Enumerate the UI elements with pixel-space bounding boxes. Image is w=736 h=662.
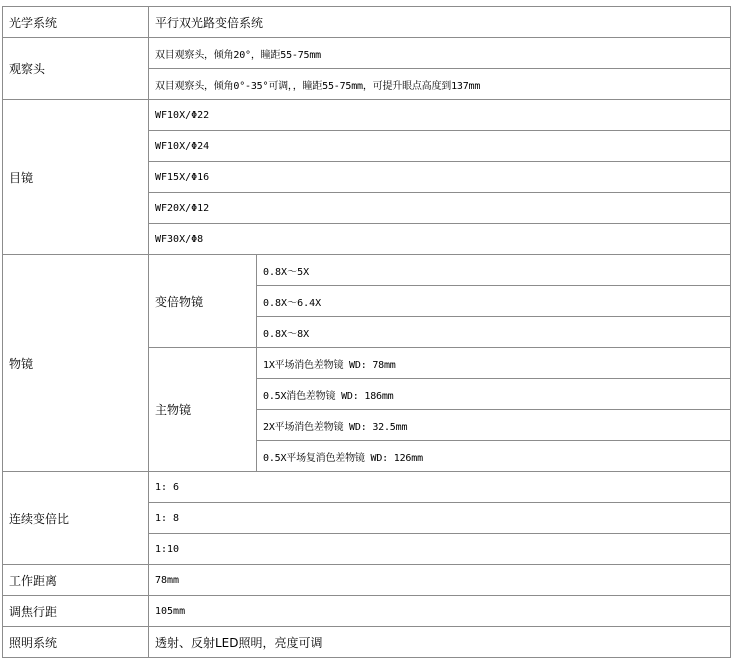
zoom-objective-label: 变倍物镜 (149, 255, 257, 348)
eyepiece-option: WF10X/Φ22 (149, 100, 731, 131)
focus-stroke-label: 调焦行距 (3, 596, 149, 627)
eyepiece-option: WF15X/Φ16 (149, 162, 731, 193)
main-objective-option: 0.5X平场复消色差物镜 WD: 126mm (257, 441, 731, 472)
zoom-ratio-label: 连续变倍比 (3, 472, 149, 565)
row-head-1 (3, 38, 731, 69)
optical-system-value: 平行双光路变倍系统 (149, 7, 731, 38)
eyepiece-option: WF20X/Φ12 (149, 193, 731, 224)
zoom-ratio-option: 1:10 (149, 534, 731, 565)
row-illumination (3, 627, 731, 658)
zoom-ratio-option: 1: 6 (149, 472, 731, 503)
eyepiece-label: 目镜 (3, 100, 149, 255)
zoom-objective-option: 0.8X～8X (257, 317, 731, 348)
zoom-ratio-option: 1: 8 (149, 503, 731, 534)
main-objective-label: 主物镜 (149, 348, 257, 472)
illumination-label: 照明系统 (3, 627, 149, 658)
objective-label: 物镜 (3, 255, 149, 472)
head-option-2: 双目观察头，倾角0°-35°可调，，瞳距55-75mm，可提升眼点高度到137mm (149, 69, 731, 100)
head-option-1: 双目观察头，倾角20°，瞳距55-75mm (149, 38, 731, 69)
main-objective-option: 1X平场消色差物镜 WD: 78mm (257, 348, 731, 379)
row-objective-zoom-1 (3, 255, 731, 286)
spec-table (2, 6, 731, 658)
zoom-objective-option: 0.8X～6.4X (257, 286, 731, 317)
zoom-objective-option: 0.8X～5X (257, 255, 731, 286)
optical-system-label: 光学系统 (3, 7, 149, 38)
main-objective-option: 2X平场消色差物镜 WD: 32.5mm (257, 410, 731, 441)
eyepiece-option: WF30X/Φ8 (149, 224, 731, 255)
row-eyepiece-1 (3, 100, 731, 131)
illumination-value: 透射、反射LED照明，亮度可调 (149, 627, 731, 658)
row-optical-system (3, 7, 731, 38)
head-label: 观察头 (3, 38, 149, 100)
working-distance-label: 工作距离 (3, 565, 149, 596)
eyepiece-option: WF10X/Φ24 (149, 131, 731, 162)
working-distance-value: 78mm (149, 565, 731, 596)
row-working-distance (3, 565, 731, 596)
main-objective-option: 0.5X消色差物镜 WD: 186mm (257, 379, 731, 410)
focus-stroke-value: 105mm (149, 596, 731, 627)
row-zoom-ratio-1 (3, 472, 731, 503)
row-focus-stroke (3, 596, 731, 627)
